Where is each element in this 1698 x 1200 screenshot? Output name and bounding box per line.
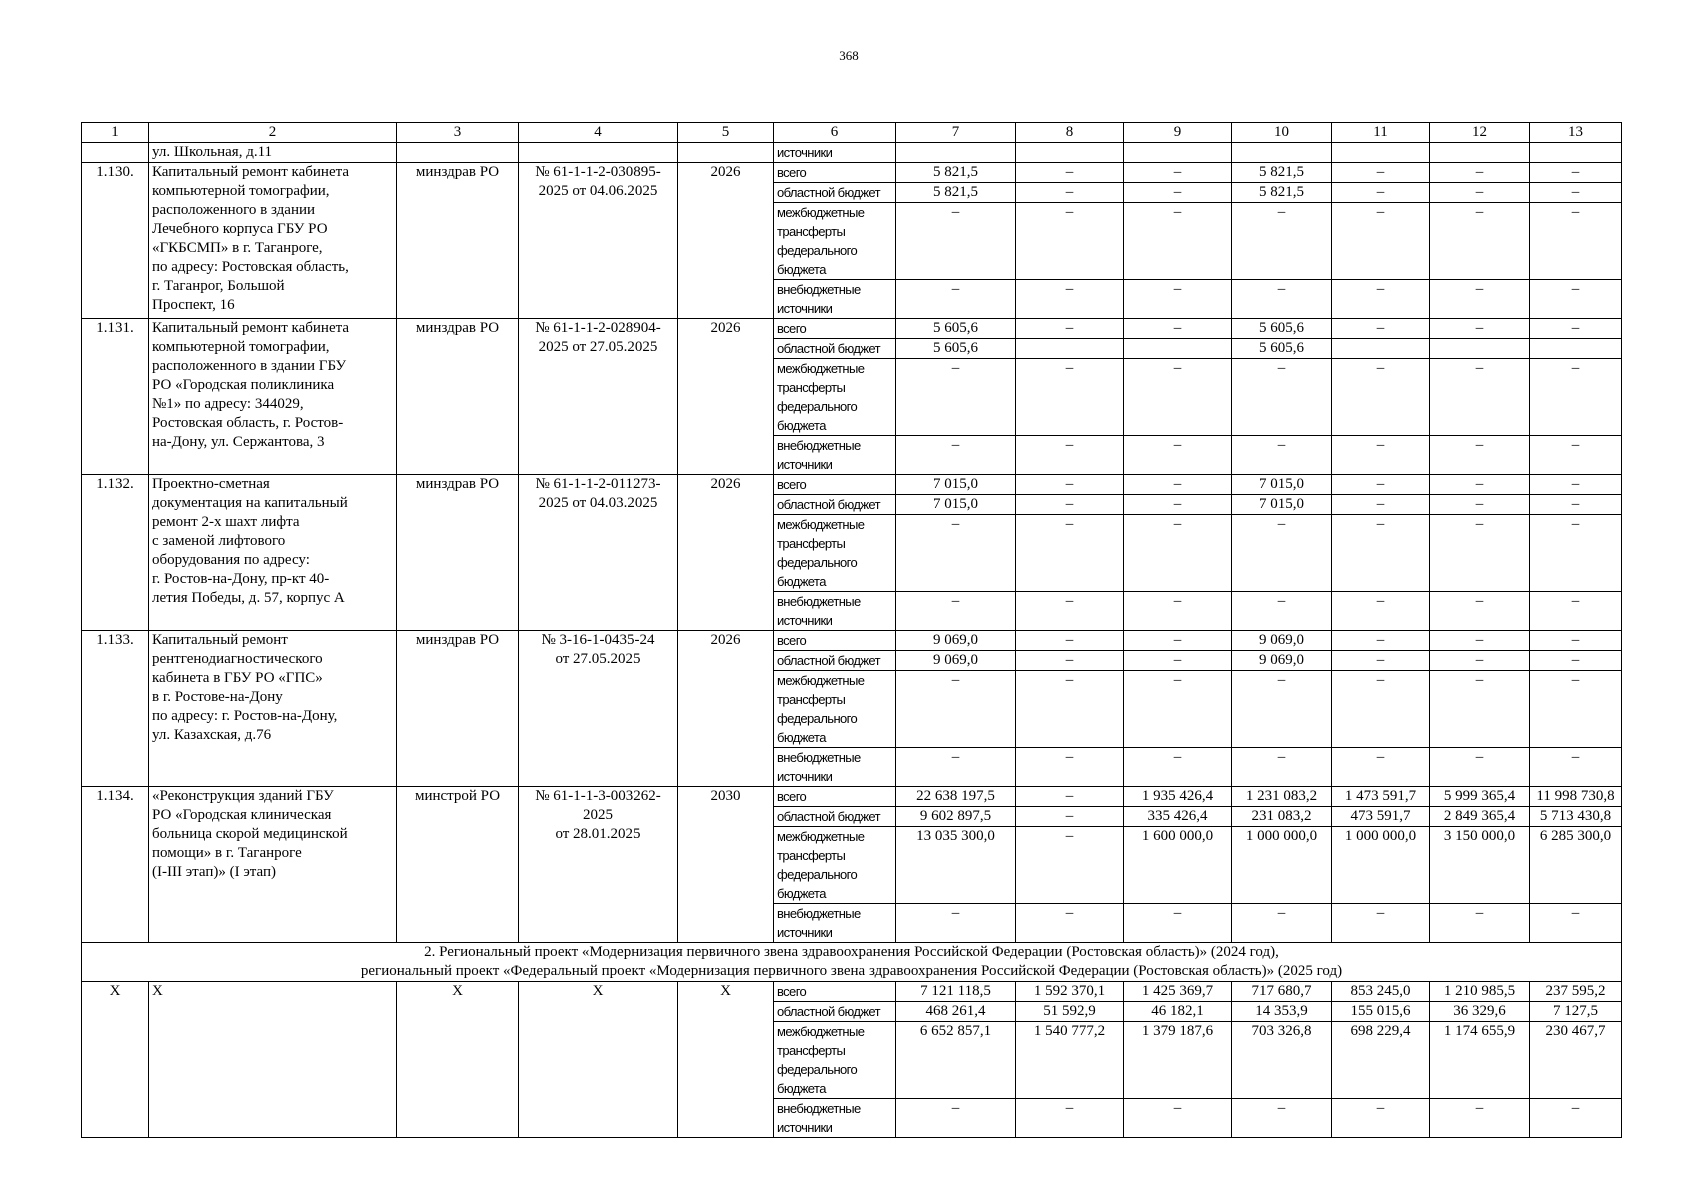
summary-value: 853 245,0 (1332, 982, 1430, 1002)
item-number: 1.131. (82, 319, 149, 475)
item-value: 5 821,5 (896, 183, 1016, 203)
item-value: – (1430, 515, 1530, 592)
summary-funding-source: межбюджетные трансферты федерального бюджета (774, 1022, 896, 1099)
item-funding-source: межбюджетные трансферты федерального бюджета (774, 827, 896, 904)
item-year: 2026 (678, 163, 774, 319)
header-col-8: 8 (1016, 123, 1124, 143)
carry-over-num (82, 143, 149, 163)
item-value: – (1430, 319, 1530, 339)
summary-value: 698 229,4 (1332, 1022, 1430, 1099)
summary-value: 51 592,9 (1016, 1002, 1124, 1022)
item-value: 2 849 365,4 (1430, 807, 1530, 827)
item-value: – (1124, 359, 1232, 436)
item-value: – (1530, 203, 1622, 280)
item-value: 1 473 591,7 (1332, 787, 1430, 807)
item-value: – (1430, 163, 1530, 183)
item-value: – (1332, 359, 1430, 436)
carry-over-address: ул. Школьная, д.11 (149, 143, 397, 163)
item-value: 9 069,0 (896, 631, 1016, 651)
carry-over-val (1232, 143, 1332, 163)
item-value: – (1016, 359, 1124, 436)
item-funding-source: межбюджетные трансферты федерального бюджета (774, 359, 896, 436)
item-value: 231 083,2 (1232, 807, 1332, 827)
carry-over-val (1332, 143, 1430, 163)
carry-over-val (1016, 143, 1124, 163)
item-value: – (1016, 631, 1124, 651)
item-value: – (1016, 203, 1124, 280)
summary-value: – (896, 1099, 1016, 1138)
item-document: № 61-1-1-2-011273- 2025 от 04.03.2025 (519, 475, 678, 631)
item-value: – (1016, 592, 1124, 631)
item-value: – (1332, 495, 1430, 515)
item-number: 1.134. (82, 787, 149, 943)
item-value: – (1332, 163, 1430, 183)
item-value: – (1332, 515, 1430, 592)
item-funding-source: межбюджетные трансферты федерального бюджета (774, 671, 896, 748)
header-col-11: 11 (1332, 123, 1430, 143)
item-value: – (1530, 183, 1622, 203)
item-document: № 61-1-1-2-030895- 2025 от 04.06.2025 (519, 163, 678, 319)
item-value: – (1232, 359, 1332, 436)
summary-row (82, 982, 1622, 1002)
item-funding-source: внебюджетные источники (774, 592, 896, 631)
item-value: – (1332, 671, 1430, 748)
item-value: 9 069,0 (896, 651, 1016, 671)
item-year: 2026 (678, 319, 774, 475)
header-col-13: 13 (1530, 123, 1622, 143)
item-funding-source: областной бюджет (774, 495, 896, 515)
item-value: – (1016, 671, 1124, 748)
summary-value: 1 592 370,1 (1016, 982, 1124, 1002)
carry-over-year (678, 143, 774, 163)
summary-value: 46 182,1 (1124, 1002, 1232, 1022)
item-value: – (1016, 163, 1124, 183)
summary-document: X (519, 982, 678, 1138)
header-col-12: 12 (1430, 123, 1530, 143)
item-value: – (896, 904, 1016, 943)
item-value: – (896, 436, 1016, 475)
item-value: 1 000 000,0 (1332, 827, 1430, 904)
item-value: – (1124, 203, 1232, 280)
item-value: – (1016, 183, 1124, 203)
summary-value: 7 121 118,5 (896, 982, 1016, 1002)
item-value: – (1430, 436, 1530, 475)
item-value (1124, 339, 1232, 359)
item-funding-source: всего (774, 787, 896, 807)
item-value: – (896, 592, 1016, 631)
header-col-1: 1 (82, 123, 149, 143)
item-value: – (1430, 748, 1530, 787)
item-value: – (1124, 592, 1232, 631)
header-col-4: 4 (519, 123, 678, 143)
header-col-2: 2 (149, 123, 397, 143)
item-row (82, 475, 1622, 495)
summary-value: 717 680,7 (1232, 982, 1332, 1002)
item-value: – (1124, 319, 1232, 339)
item-value: – (1016, 495, 1124, 515)
header-col-9: 9 (1124, 123, 1232, 143)
item-value: 9 602 897,5 (896, 807, 1016, 827)
item-value: – (1016, 319, 1124, 339)
item-value (1016, 339, 1124, 359)
summary-value: 14 353,9 (1232, 1002, 1332, 1022)
item-value: 5 605,6 (1232, 339, 1332, 359)
section-title: 2. Региональный проект «Модернизация первичного звена здравоохранения Российской Федерации (Ростовская область)» (2024 год), региональный проект «Федеральный проект «Модернизация первичного звена здравоохранения Российской Федерации (Ростовская область)» (2025 год) (82, 943, 1622, 982)
item-value: – (896, 280, 1016, 319)
item-document: № 61-1-1-3-003262- 2025 от 28.01.2025 (519, 787, 678, 943)
item-value: 5 821,5 (1232, 163, 1332, 183)
item-value: – (1124, 436, 1232, 475)
item-document: № 3-16-1-0435-24 от 27.05.2025 (519, 631, 678, 787)
summary-value: 468 261,4 (896, 1002, 1016, 1022)
item-organization: минздрав РО (397, 163, 519, 319)
header-row (82, 123, 1622, 143)
item-value: – (1530, 495, 1622, 515)
budget-table (81, 122, 1622, 1138)
item-value: – (1332, 203, 1430, 280)
item-value: – (1430, 651, 1530, 671)
summary-name: X (149, 982, 397, 1138)
item-funding-source: областной бюджет (774, 183, 896, 203)
item-number: 1.130. (82, 163, 149, 319)
header-col-5: 5 (678, 123, 774, 143)
item-value: – (1332, 748, 1430, 787)
item-value: 3 150 000,0 (1430, 827, 1530, 904)
summary-value: 703 326,8 (1232, 1022, 1332, 1099)
item-value: 5 821,5 (896, 163, 1016, 183)
summary-value: 1 425 369,7 (1124, 982, 1232, 1002)
item-value: – (1016, 280, 1124, 319)
summary-value: – (1016, 1099, 1124, 1138)
summary-value: 1 379 187,6 (1124, 1022, 1232, 1099)
item-funding-source: внебюджетные источники (774, 280, 896, 319)
item-value: – (1332, 183, 1430, 203)
header-col-10: 10 (1232, 123, 1332, 143)
item-value: – (1530, 671, 1622, 748)
item-value: – (1232, 436, 1332, 475)
item-name: Капитальный ремонт кабинета компьютерной томографии, расположенного в здании ГБУ РО «Городская поликлиника №1» по адресу: 344029, Ростовская область, г. Ростов- на-Дону, ул. Сержантова, 3 (149, 319, 397, 475)
item-value (1530, 339, 1622, 359)
item-value: 1 000 000,0 (1232, 827, 1332, 904)
summary-value: 7 127,5 (1530, 1002, 1622, 1022)
item-value: – (1124, 475, 1232, 495)
summary-value: – (1430, 1099, 1530, 1138)
item-year: 2026 (678, 631, 774, 787)
item-value: 5 713 430,8 (1530, 807, 1622, 827)
carry-over-org (397, 143, 519, 163)
item-document: № 61-1-1-2-028904- 2025 от 27.05.2025 (519, 319, 678, 475)
summary-number: X (82, 982, 149, 1138)
item-organization: минздрав РО (397, 319, 519, 475)
item-value: 5 605,6 (896, 319, 1016, 339)
item-value: – (1016, 827, 1124, 904)
item-funding-source: межбюджетные трансферты федерального бюджета (774, 515, 896, 592)
item-year: 2026 (678, 475, 774, 631)
summary-value: 36 329,6 (1430, 1002, 1530, 1022)
item-value: 5 605,6 (1232, 319, 1332, 339)
summary-value: – (1232, 1099, 1332, 1138)
item-funding-source: внебюджетные источники (774, 748, 896, 787)
summary-value: 155 015,6 (1332, 1002, 1430, 1022)
item-value: 9 069,0 (1232, 631, 1332, 651)
item-value: – (1232, 515, 1332, 592)
item-value: – (1016, 436, 1124, 475)
item-value: – (1430, 203, 1530, 280)
item-value: – (1124, 671, 1232, 748)
item-value: – (1530, 748, 1622, 787)
item-funding-source: всего (774, 631, 896, 651)
item-value: – (1016, 904, 1124, 943)
item-funding-source: внебюджетные источники (774, 436, 896, 475)
item-value: 5 821,5 (1232, 183, 1332, 203)
item-value: – (1332, 319, 1430, 339)
item-funding-source: внебюджетные источники (774, 904, 896, 943)
item-value: – (1016, 651, 1124, 671)
summary-value: 1 210 985,5 (1430, 982, 1530, 1002)
item-value: 7 015,0 (896, 495, 1016, 515)
item-value: – (1232, 203, 1332, 280)
summary-value: – (1530, 1099, 1622, 1138)
item-name: Капитальный ремонт кабинета компьютерной томографии, расположенного в здании Лечебного корпуса ГБУ РО «ГКБСМП» в г. Таганроге, по адресу: Ростовская область, г. Таганрог, Большой Проспект, 16 (149, 163, 397, 319)
item-value: 22 638 197,5 (896, 787, 1016, 807)
summary-year: X (678, 982, 774, 1138)
item-value: – (896, 359, 1016, 436)
item-value: 7 015,0 (1232, 495, 1332, 515)
item-value: – (1430, 592, 1530, 631)
item-value: – (1124, 748, 1232, 787)
item-value: – (1530, 475, 1622, 495)
item-value: – (1232, 671, 1332, 748)
item-value: – (1232, 280, 1332, 319)
item-value: – (1430, 183, 1530, 203)
carry-over-doc (519, 143, 678, 163)
item-value: – (1332, 651, 1430, 671)
item-value: 5 605,6 (896, 339, 1016, 359)
carry-over-val (1124, 143, 1232, 163)
item-value: – (1530, 280, 1622, 319)
item-value: 7 015,0 (1232, 475, 1332, 495)
item-value: 7 015,0 (896, 475, 1016, 495)
item-name: Капитальный ремонт рентгенодиагностического кабинета в ГБУ РО «ГПС» в г. Ростове-на-Дону по адресу: г. Ростов-на-Дону, ул. Казахская, д.76 (149, 631, 397, 787)
item-row (82, 319, 1622, 339)
item-name: Проектно-сметная документация на капитальный ремонт 2-х шахт лифта с заменой лифтового оборудования по адресу: г. Ростов-на-Дону, пр-кт 40- летия Победы, д. 57, корпус А (149, 475, 397, 631)
item-value: – (896, 203, 1016, 280)
item-funding-source: всего (774, 319, 896, 339)
item-value: – (1430, 631, 1530, 651)
item-funding-source: межбюджетные трансферты федерального бюджета (774, 203, 896, 280)
carry-over-val (1430, 143, 1530, 163)
section-row (82, 943, 1622, 982)
item-value: – (1530, 436, 1622, 475)
header-col-7: 7 (896, 123, 1016, 143)
carry-over-row (82, 143, 1622, 163)
item-value: – (1530, 359, 1622, 436)
header-col-3: 3 (397, 123, 519, 143)
item-value: – (1232, 904, 1332, 943)
item-value: – (1430, 359, 1530, 436)
item-funding-source: областной бюджет (774, 807, 896, 827)
item-value: – (1016, 475, 1124, 495)
item-value: – (1332, 631, 1430, 651)
item-value: – (1232, 748, 1332, 787)
item-value: – (1430, 475, 1530, 495)
item-value: – (1124, 631, 1232, 651)
summary-value: 1 540 777,2 (1016, 1022, 1124, 1099)
item-row (82, 787, 1622, 807)
item-row (82, 631, 1622, 651)
item-organization: минздрав РО (397, 475, 519, 631)
carry-over-val (1530, 143, 1622, 163)
item-value: – (1124, 163, 1232, 183)
item-value: – (1430, 280, 1530, 319)
item-funding-source: областной бюджет (774, 339, 896, 359)
item-value: – (1430, 671, 1530, 748)
summary-value: – (1124, 1099, 1232, 1138)
summary-value: – (1332, 1099, 1430, 1138)
item-value: 5 999 365,4 (1430, 787, 1530, 807)
item-value: – (1016, 807, 1124, 827)
item-value: – (1016, 787, 1124, 807)
item-value: – (1332, 280, 1430, 319)
item-value: – (1232, 592, 1332, 631)
item-funding-source: всего (774, 163, 896, 183)
summary-value: 6 652 857,1 (896, 1022, 1016, 1099)
item-value: 13 035 300,0 (896, 827, 1016, 904)
item-value: 11 998 730,8 (1530, 787, 1622, 807)
item-value: – (1124, 651, 1232, 671)
item-value: – (1530, 163, 1622, 183)
item-value: 1 600 000,0 (1124, 827, 1232, 904)
item-value: – (1124, 495, 1232, 515)
item-value: 1 935 426,4 (1124, 787, 1232, 807)
header-col-6: 6 (774, 123, 896, 143)
item-value: – (1016, 748, 1124, 787)
item-value: 1 231 083,2 (1232, 787, 1332, 807)
item-funding-source: областной бюджет (774, 651, 896, 671)
summary-value: 1 174 655,9 (1430, 1022, 1530, 1099)
item-value: – (1124, 904, 1232, 943)
item-value: – (1332, 592, 1430, 631)
item-value: – (1530, 904, 1622, 943)
item-value: – (1530, 651, 1622, 671)
item-organization: минздрав РО (397, 631, 519, 787)
item-value: – (1530, 592, 1622, 631)
item-value: – (896, 748, 1016, 787)
item-value: – (1332, 436, 1430, 475)
carry-over-val (896, 143, 1016, 163)
item-value: – (1124, 280, 1232, 319)
item-name: «Реконструкция зданий ГБУ РО «Городская клиническая больница скорой медицинской помощи» в г. Таганроге (I-III этап)» (I этап) (149, 787, 397, 943)
summary-funding-source: внебюджетные источники (774, 1099, 896, 1138)
item-value: – (1530, 515, 1622, 592)
item-value: – (1332, 904, 1430, 943)
item-value: – (1332, 475, 1430, 495)
summary-organization: X (397, 982, 519, 1138)
item-value: – (1530, 319, 1622, 339)
item-value: – (1530, 631, 1622, 651)
item-funding-source: всего (774, 475, 896, 495)
item-value: 6 285 300,0 (1530, 827, 1622, 904)
page-number: 368 (839, 48, 859, 63)
item-value: – (1430, 495, 1530, 515)
item-value (1430, 339, 1530, 359)
item-number: 1.132. (82, 475, 149, 631)
item-value: 9 069,0 (1232, 651, 1332, 671)
item-value: – (1016, 515, 1124, 592)
item-value: – (1430, 904, 1530, 943)
summary-value: 230 467,7 (1530, 1022, 1622, 1099)
item-organization: минстрой РО (397, 787, 519, 943)
item-year: 2030 (678, 787, 774, 943)
item-value: – (1124, 183, 1232, 203)
item-value: – (1124, 515, 1232, 592)
item-value: – (896, 671, 1016, 748)
carry-over-source: источники (774, 143, 896, 163)
summary-funding-source: всего (774, 982, 896, 1002)
item-value: – (896, 515, 1016, 592)
item-value (1332, 339, 1430, 359)
summary-funding-source: областной бюджет (774, 1002, 896, 1022)
item-number: 1.133. (82, 631, 149, 787)
item-row (82, 163, 1622, 183)
item-value: 335 426,4 (1124, 807, 1232, 827)
item-value: 473 591,7 (1332, 807, 1430, 827)
summary-value: 237 595,2 (1530, 982, 1622, 1002)
